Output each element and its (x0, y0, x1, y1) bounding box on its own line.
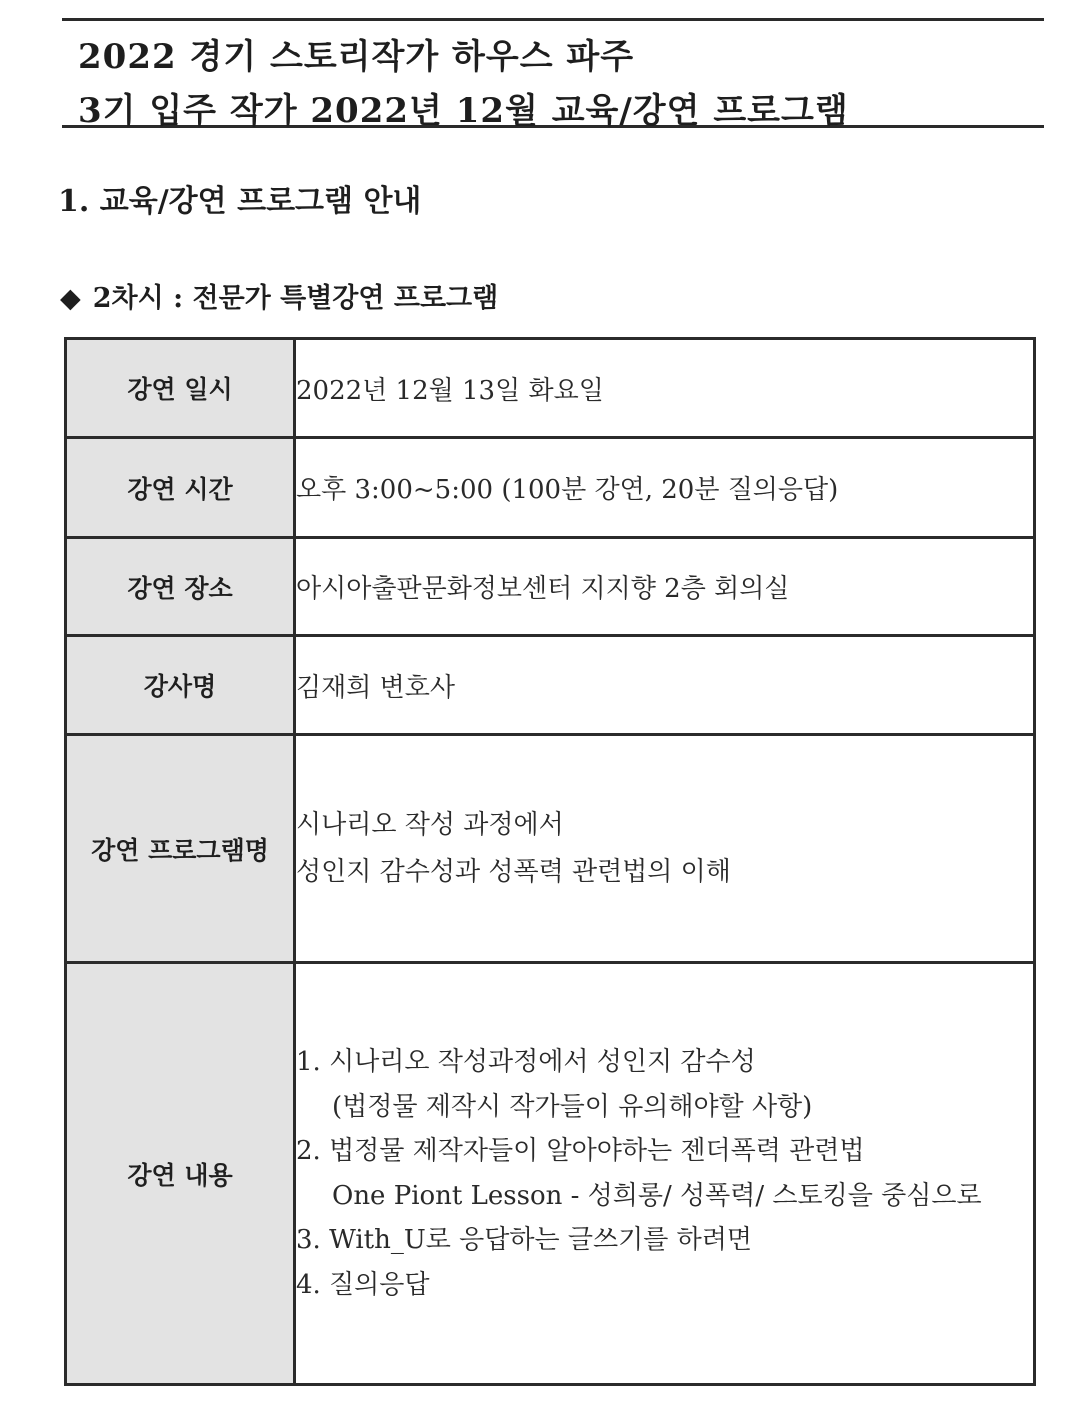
label-lecturer: 강사명 (66, 636, 295, 735)
content-item-2-detail: One Piont Lesson - 성희롱/ 성폭력/ 스토킹을 중심으로 (332, 1180, 982, 1211)
value-time: 오후 3:00~5:00 (100분 강연, 20분 질의응답) (295, 438, 1035, 538)
document-title-line-1: 2022 경기 스토리작가 하우스 파주 (78, 37, 635, 77)
content-item-1-detail: (법정물 제작시 작가들이 유의해야할 사항) (332, 1091, 813, 1122)
value-place: 아시아출판문화정보센터 지지향 2층 회의실 (295, 538, 1035, 636)
program-line-1: 시나리오 작성 과정에서 (296, 809, 564, 840)
value-program (295, 735, 1035, 963)
document-title-line-2: 3기 입주 작가 2022년 12월 교육/강연 프로그램 (78, 91, 849, 131)
lecture-info-table (64, 337, 1036, 1386)
table-row-program (66, 735, 1035, 963)
label-content: 강연 내용 (66, 963, 295, 1385)
table-row-place (66, 538, 1035, 636)
diamond-bullet-icon: ◆ (60, 283, 81, 314)
label-program: 강연 프로그램명 (66, 735, 295, 963)
value-content (295, 963, 1035, 1385)
sub-heading-text: 2차시 : 전문가 특별강연 프로그램 (92, 283, 499, 314)
content-item-1: 1. 시나리오 작성과정에서 성인지 감수성 (296, 1047, 756, 1077)
value-date: 2022년 12월 13일 화요일 (295, 339, 1035, 438)
program-line-2: 성인지 감수성과 성폭력 관련법의 이해 (296, 856, 731, 887)
label-date: 강연 일시 (66, 339, 295, 438)
content-item-2: 2. 법정물 제작자들이 알아야하는 젠더폭력 관련법 (296, 1136, 865, 1166)
content-item-3: 3. With_U로 응답하는 글쓰기를 하려면 (296, 1225, 752, 1255)
value-lecturer: 김재희 변호사 (295, 636, 1035, 735)
label-time: 강연 시간 (66, 438, 295, 538)
table-row-content (66, 963, 1035, 1385)
sub-heading (60, 276, 498, 315)
table-row-time (66, 438, 1035, 538)
table-row-date (66, 339, 1035, 438)
label-place: 강연 장소 (66, 538, 295, 636)
document-title-block (62, 18, 1044, 131)
section-heading: 1. 교육/강연 프로그램 안내 (58, 184, 422, 219)
table-row-lecturer (66, 636, 1035, 735)
content-item-4: 4. 질의응답 (296, 1269, 430, 1300)
